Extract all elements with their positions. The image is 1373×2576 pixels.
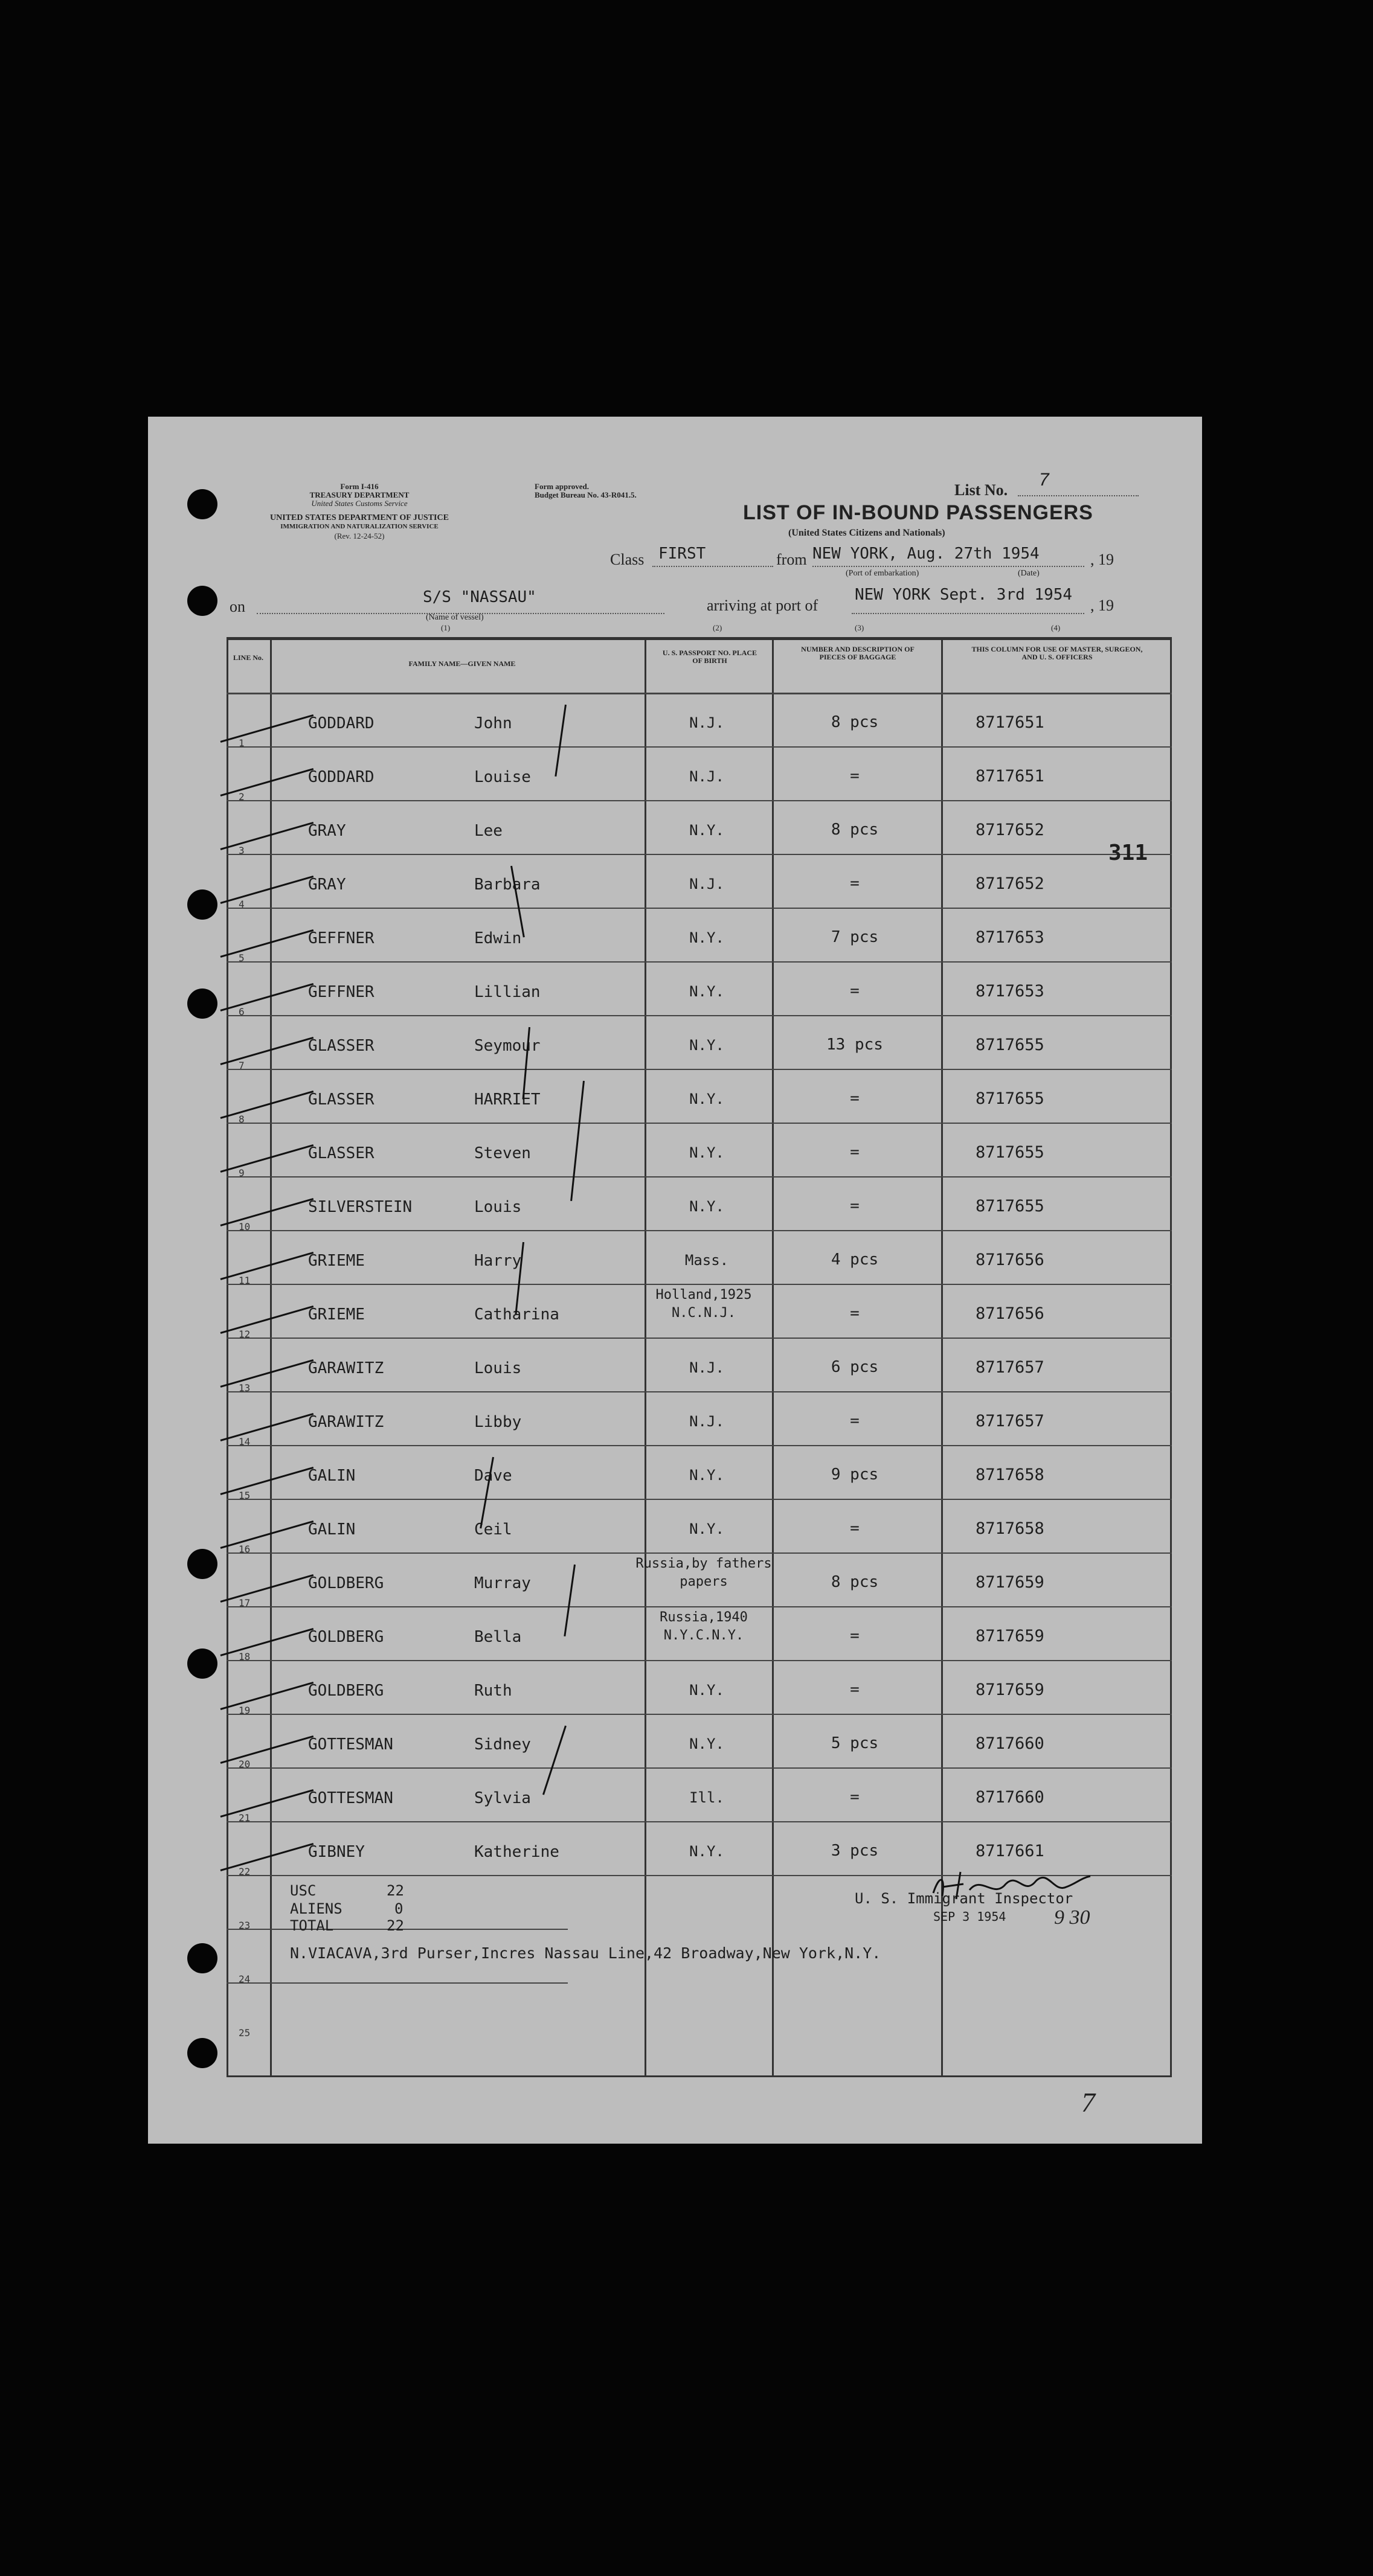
class-label: Class	[610, 551, 645, 568]
family-name: SILVERSTEIN	[308, 1198, 413, 1216]
baggage-count: 8 pcs	[831, 821, 879, 839]
row-divider	[227, 1982, 568, 1984]
line-number: 5	[239, 952, 245, 964]
line-number: 10	[239, 1221, 251, 1232]
family-name: GALIN	[308, 1520, 356, 1539]
from-label: from	[776, 551, 807, 568]
line-number: 9	[239, 1167, 245, 1179]
baggage-count: =	[850, 1089, 860, 1107]
officer-number: 8717660	[976, 1788, 1044, 1807]
inspection-time: 9 30	[1054, 1906, 1090, 1929]
punch-hole	[187, 586, 217, 616]
table-row	[227, 1069, 1172, 1123]
table-row	[227, 1499, 1172, 1555]
punch-hole	[187, 889, 217, 920]
year-suffix: , 19	[1090, 551, 1114, 568]
given-name: Harry	[474, 1252, 522, 1270]
family-name: GOLDBERG	[308, 1682, 384, 1700]
family-name: GEFFNER	[308, 983, 375, 1001]
vessel-name: S/S "NASSAU"	[423, 588, 536, 606]
line-number: 12	[239, 1328, 251, 1340]
baggage-count: 4 pcs	[831, 1251, 879, 1269]
place-of-birth: N.Y.	[689, 1520, 724, 1537]
column-number: (2)	[713, 623, 722, 632]
officer-number: 8717657	[976, 1358, 1044, 1377]
baggage-count: 8 pcs	[831, 1573, 879, 1591]
place-of-birth: Russia,by fathers papers	[635, 1556, 772, 1589]
line-number: 2	[239, 791, 245, 803]
baggage-count: =	[850, 1627, 860, 1645]
officer-number: 8717658	[976, 1466, 1044, 1484]
punch-hole	[187, 1648, 217, 1679]
place-of-birth: N.Y.	[689, 983, 724, 1000]
given-name: Ceil	[474, 1520, 512, 1539]
col-header-baggage: NUMBER AND DESCRIPTION OF PIECES OF BAGGAGE	[801, 645, 915, 661]
table-row	[227, 1982, 1172, 2039]
family-name: GALIN	[308, 1467, 356, 1485]
baggage-count: =	[850, 1519, 860, 1537]
officer-number: 8717652	[976, 874, 1044, 893]
place-of-birth: N.J.	[689, 714, 724, 731]
family-name: GIBNEY	[308, 1843, 365, 1861]
place-of-birth: N.J.	[689, 1359, 724, 1376]
form-approved: Form approved.	[535, 482, 590, 491]
line-number: 18	[239, 1651, 251, 1662]
table-row	[227, 1445, 1172, 1499]
column-number: (1)	[441, 623, 451, 632]
family-name: GLASSER	[308, 1091, 375, 1109]
given-name: Louise	[474, 768, 531, 786]
line-number: 20	[239, 1758, 251, 1770]
line-number: 19	[239, 1705, 251, 1716]
line-number: 11	[239, 1275, 251, 1286]
place-of-birth: Mass.	[684, 1252, 729, 1269]
class-underline	[652, 566, 773, 567]
list-no-label: List No.	[954, 481, 1008, 499]
given-name: Louis	[474, 1359, 522, 1377]
on-label: on	[230, 598, 245, 615]
family-name: GRAY	[308, 876, 346, 894]
given-name: Dave	[474, 1467, 512, 1485]
line-number: 15	[239, 1490, 251, 1501]
line-number: 23	[239, 1920, 251, 1931]
place-of-birth: N.Y.	[689, 1843, 724, 1860]
aliens-label: ALIENS	[290, 1900, 342, 1917]
baggage-count: =	[850, 1412, 860, 1430]
class-value: FIRST	[658, 545, 706, 563]
given-name: Catharina	[474, 1306, 559, 1324]
aliens-count: 0	[394, 1900, 404, 1917]
baggage-count: 8 pcs	[831, 713, 879, 731]
punch-hole	[187, 988, 217, 1019]
customs-service: United States Customs Service	[311, 499, 408, 508]
table-row	[227, 1230, 1172, 1284]
line-number: 1	[239, 737, 245, 749]
table-row	[227, 1284, 1172, 1338]
family-name: GLASSER	[308, 1037, 375, 1055]
line-number: 25	[239, 2027, 251, 2039]
arriving-label: arriving at port of	[707, 597, 818, 614]
table-row	[227, 1176, 1172, 1230]
family-name: GODDARD	[308, 768, 375, 786]
baggage-count: 3 pcs	[831, 1842, 879, 1860]
place-of-birth: Ill.	[689, 1789, 724, 1806]
family-name: GARAWITZ	[308, 1413, 384, 1431]
given-name: Sidney	[474, 1735, 531, 1754]
family-name: GRIEME	[308, 1306, 365, 1324]
table-row	[227, 1660, 1172, 1714]
officer-number: 8717651	[976, 767, 1044, 786]
officer-number: 8717655	[976, 1197, 1044, 1216]
family-name: GOTTESMAN	[308, 1789, 393, 1807]
family-name: GODDARD	[308, 714, 375, 732]
place-of-birth: Holland,1925 N.C.N.J.	[655, 1287, 752, 1321]
table-row	[227, 746, 1172, 803]
place-of-birth: N.Y.	[689, 822, 724, 839]
baggage-count: =	[850, 874, 860, 892]
baggage-count: =	[850, 982, 860, 1000]
column-number: (4)	[1051, 623, 1061, 632]
purser-line: N.VIACAVA,3rd Purser,Incres Nassau Line,42 Broadway,New York,N.Y.	[290, 1944, 881, 1962]
punch-hole	[187, 489, 217, 519]
officer-number: 8717657	[976, 1412, 1044, 1431]
treasury-department: TREASURY DEPARTMENT	[309, 490, 410, 499]
col-header-line: LINE No.	[233, 653, 263, 662]
family-name: GRAY	[308, 822, 346, 840]
family-name: GOLDBERG	[308, 1574, 384, 1592]
table-row	[227, 1714, 1172, 1770]
given-name: Libby	[474, 1413, 522, 1431]
place-of-birth: N.J.	[689, 768, 724, 785]
family-name: GARAWITZ	[308, 1359, 384, 1377]
baggage-count: =	[850, 767, 860, 785]
line-number: 4	[239, 899, 245, 910]
given-name: Seymour	[474, 1037, 541, 1055]
officer-number: 8717659	[976, 1680, 1044, 1699]
manifest-sheet	[148, 417, 1202, 2144]
port-caption: (Port of embarkation)	[846, 569, 919, 578]
total-label: TOTAL	[290, 1917, 334, 1934]
family-name: GEFFNER	[308, 929, 375, 947]
line-number: 8	[239, 1113, 245, 1125]
table-row	[227, 854, 1172, 908]
punch-hole	[187, 2038, 217, 2068]
given-name: Bella	[474, 1628, 522, 1646]
baggage-count: =	[850, 1304, 860, 1322]
given-name: Barbara	[474, 876, 541, 894]
place-of-birth: N.Y.	[689, 1735, 724, 1752]
baggage-count: 5 pcs	[831, 1734, 879, 1752]
budget-bureau: Budget Bureau No. 43-R041.5.	[535, 490, 637, 499]
line-number: 16	[239, 1543, 251, 1555]
usc-label: USC	[290, 1882, 317, 1899]
table-row	[227, 1552, 1172, 1609]
place-of-birth: N.Y.	[689, 929, 724, 946]
table-row	[227, 693, 1172, 749]
baggage-count: 7 pcs	[831, 928, 879, 946]
justice-department: UNITED STATES DEPARTMENT OF JUSTICE	[270, 513, 449, 522]
line-number: 13	[239, 1382, 251, 1394]
given-name: Murray	[474, 1574, 531, 1592]
line-number: 3	[239, 845, 245, 856]
embarkation-value: NEW YORK, Aug. 27th 1954	[812, 545, 1040, 563]
place-of-birth: N.Y.	[689, 1198, 724, 1215]
family-name: GOLDBERG	[308, 1628, 384, 1646]
col-header-name: FAMILY NAME—GIVEN NAME	[408, 659, 516, 668]
place-of-birth: N.Y.	[689, 1467, 724, 1484]
officer-number: 8717655	[976, 1089, 1044, 1108]
inspector-title: U. S. Immigrant Inspector	[855, 1890, 1073, 1907]
arrival-value: NEW YORK Sept. 3rd 1954	[855, 586, 1073, 604]
inspector-signature	[927, 1869, 1096, 1905]
punch-hole	[187, 1943, 217, 1973]
given-name: Lee	[474, 822, 503, 840]
baggage-count: =	[850, 1143, 860, 1161]
col-header-passport: U. S. PASSPORT NO. PLACE OF BIRTH	[662, 649, 757, 665]
family-name: GOTTESMAN	[308, 1735, 393, 1754]
ins-service: IMMIGRATION AND NATURALIZATION SERVICE	[280, 523, 439, 530]
baggage-count: 13 pcs	[826, 1036, 883, 1054]
given-name: Steven	[474, 1144, 531, 1162]
year-suffix: , 19	[1090, 597, 1114, 614]
line-number: 14	[239, 1436, 251, 1447]
document-subtitle: (United States Citizens and Nationals)	[788, 528, 945, 538]
inspection-stamp: SEP 3 1954	[933, 1909, 1006, 1924]
table-row	[227, 1123, 1172, 1179]
officer-number: 8717660	[976, 1734, 1044, 1753]
place-of-birth: N.Y.	[689, 1682, 724, 1699]
margin-number: 311	[1108, 841, 1148, 865]
table-row	[227, 961, 1172, 1015]
place-of-birth: N.Y.	[689, 1144, 724, 1161]
given-name: Lillian	[474, 983, 541, 1001]
line-number: 6	[239, 1006, 245, 1017]
table-row	[227, 908, 1172, 964]
baggage-count: =	[850, 1788, 860, 1806]
from-underline	[812, 566, 1084, 567]
place-of-birth: N.Y.	[689, 1091, 724, 1107]
officer-number: 8717656	[976, 1304, 1044, 1323]
place-of-birth: Russia,1940 N.Y.C.N.Y.	[660, 1610, 748, 1643]
officer-number: 8717658	[976, 1519, 1044, 1538]
line-number: 21	[239, 1812, 251, 1824]
officer-number: 8717655	[976, 1036, 1044, 1054]
officer-number: 8717659	[976, 1573, 1044, 1592]
list-no-underline	[1018, 495, 1139, 496]
given-name: HARRIET	[474, 1091, 541, 1109]
table-row	[227, 1821, 1172, 1875]
table-row	[227, 1015, 1172, 1069]
officer-number: 8717653	[976, 928, 1044, 947]
given-name: Sylvia	[474, 1789, 531, 1807]
form-number: Form I-416	[340, 482, 379, 491]
table-row	[227, 1606, 1172, 1660]
family-name: GLASSER	[308, 1144, 375, 1162]
usc-count: 22	[387, 1882, 404, 1899]
officer-number: 8717652	[976, 821, 1044, 839]
total-count: 22	[387, 1917, 404, 1934]
given-name: Edwin	[474, 929, 522, 947]
arrival-underline	[852, 613, 1084, 614]
given-name: Ruth	[474, 1682, 512, 1700]
table-row	[227, 1391, 1172, 1445]
given-name: John	[474, 714, 512, 732]
table-row	[227, 800, 1172, 854]
document-title: LIST OF IN-BOUND PASSENGERS	[743, 501, 1093, 524]
line-number: 22	[239, 1866, 251, 1877]
footer-mark: 7	[1081, 2087, 1095, 2118]
form-revision: (Rev. 12-24-52)	[334, 531, 385, 540]
vessel-caption: (Name of vessel)	[426, 613, 484, 622]
officer-number: 8717659	[976, 1627, 1044, 1645]
officer-number: 8717655	[976, 1143, 1044, 1162]
passenger-table	[227, 637, 1172, 2077]
place-of-birth: N.J.	[689, 876, 724, 892]
date-caption: (Date)	[1018, 569, 1040, 578]
line-number: 24	[239, 1973, 251, 1985]
officer-number: 8717653	[976, 982, 1044, 1001]
punch-hole	[187, 1549, 217, 1579]
given-name: Louis	[474, 1198, 522, 1216]
baggage-count: =	[850, 1680, 860, 1699]
line-number: 7	[239, 1060, 245, 1071]
col-header-officers: THIS COLUMN FOR USE OF MASTER, SURGEON, AND U. S. OFFICERS	[971, 645, 1143, 661]
baggage-count: =	[850, 1197, 860, 1215]
family-name: GRIEME	[308, 1252, 365, 1270]
table-row	[227, 1767, 1172, 1824]
officer-number: 8717661	[976, 1842, 1044, 1860]
officer-number: 8717651	[976, 713, 1044, 732]
officer-number: 8717656	[976, 1251, 1044, 1269]
line-number: 17	[239, 1597, 251, 1609]
list-no-value: 7	[1039, 470, 1049, 490]
given-name: Katherine	[474, 1843, 559, 1861]
place-of-birth: N.J.	[689, 1413, 724, 1430]
column-number: (3)	[855, 623, 864, 632]
baggage-count: 9 pcs	[831, 1466, 879, 1484]
place-of-birth: N.Y.	[689, 1037, 724, 1054]
table-row	[227, 1338, 1172, 1394]
baggage-count: 6 pcs	[831, 1358, 879, 1376]
